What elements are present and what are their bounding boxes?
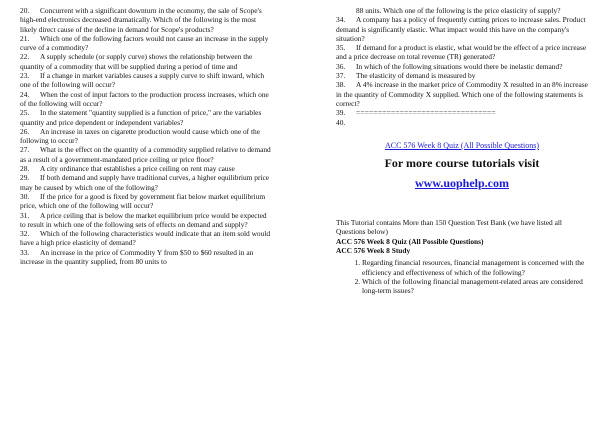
question-text: A price ceiling that is below the market equilibrium price would be expected to result in which one of the following sets of effects on demand and supply? (20, 210, 267, 229)
question-item (336, 71, 588, 80)
question-number: 36. (336, 61, 346, 71)
question-number: 32. (20, 229, 30, 239)
question-item (20, 52, 273, 71)
question-text: Concurrent with a significant downturn in the economy, the sale of Scope's high-end electronics decreased dramatically. Which of the following is the most likely direct cause of the decline in demand for Scope's products? (20, 6, 262, 34)
question-text: Which of the following characteristics would indicate that an item sold would have a high price elasticity of demand? (20, 229, 271, 248)
list-item: 2. Which of the following financial management-related areas are considered long-term issues? (362, 277, 588, 296)
question-text: If a change in market variables causes a supply curve to shift inward, which one of the following will occur? (20, 71, 265, 90)
question-item (20, 90, 273, 109)
question-item (336, 108, 588, 117)
list-item: 1. Regarding financial resources, financial management is concerned with the efficiency and effectiveness of which of the following? (362, 258, 588, 277)
question-item (20, 211, 273, 230)
question-number: 21. (20, 33, 30, 43)
question-number: 33. (20, 247, 30, 257)
question-item (20, 71, 273, 90)
question-text: If demand for a product is elastic, what would be the effect of a price increase and a price decrease on total revenue (TR) generated? (336, 43, 587, 62)
question-item (20, 145, 273, 164)
question-text: A 4% increase in the market price of Commodity X resulted in an 8% increase in the quantity of Commodity X supplied. Which one of the following statements is correct? (336, 80, 588, 108)
question-number: 23. (20, 71, 30, 81)
question-number: 37. (336, 71, 346, 81)
question-text: What is the effect on the quantity of a commodity supplied relative to demand as a result of a government-mandated price ceiling or price floor? (20, 145, 271, 164)
question-number: 22. (20, 52, 30, 62)
question-item (20, 173, 273, 192)
question-number: 31. (20, 210, 30, 220)
question-item (20, 192, 273, 211)
study-title: ACC 576 Week 8 Study (336, 246, 411, 256)
question-number: 29. (20, 173, 30, 183)
question-number: 35. (336, 43, 346, 53)
question-text: The elasticity of demand is measured by (356, 71, 476, 81)
question-number: 26. (20, 126, 30, 136)
intro-text: This Tutorial contains More than 150 Question Test Bank (we have listed all Questions below) (336, 218, 562, 237)
question-text: If both demand and supply have traditional curves, a higher equilibrium price may be caused by which one of the following? (20, 173, 270, 192)
question-text: In the statement "quantity supplied is a function of price," are the variables quantity and price dependent or independent variables? (20, 108, 262, 127)
question-number: 28. (20, 164, 30, 174)
question-number: 38. (336, 80, 346, 90)
question-item (20, 34, 273, 53)
question-text: A company has a policy of frequently cutting prices to increase sales. Product demand is significantly elastic. What impact would this have on the company's situation? (336, 15, 586, 43)
separator-line: ================================ (356, 108, 496, 118)
quiz-title: ACC 576 Week 8 Quiz (All Possible Questions) (336, 236, 484, 246)
question-number: 34. (336, 15, 346, 25)
right-column (336, 6, 588, 296)
question-number: 24. (20, 89, 30, 99)
question-item (336, 62, 588, 71)
question-text: An increase in the price of Commodity Y from $50 to $60 resulted in an increase in the quantity supplied, from 80 units to (20, 247, 254, 267)
question-text: When the cost of input factors to the production process increases, which one of the following will occur? (20, 89, 269, 108)
question-item (20, 6, 273, 34)
question-continuation (336, 6, 588, 15)
question-number: 40. (336, 117, 346, 127)
question-item (336, 118, 588, 127)
question-item (336, 43, 588, 62)
question-text: In which of the following situations would there be inelastic demand? (356, 61, 563, 71)
question-list (336, 258, 588, 295)
question-item (20, 248, 273, 267)
question-number: 27. (20, 145, 30, 155)
question-number: 20. (20, 6, 30, 15)
question-item (336, 80, 588, 108)
quiz-link[interactable]: ACC 576 Week 8 Quiz (All Possible Questions) (384, 140, 540, 150)
question-text: If the price for a good is fixed by government fiat below market equilibrium price, which one of the following will occur? (20, 191, 266, 211)
left-column (20, 6, 273, 266)
site-link[interactable]: www.uophelp.com (414, 176, 509, 191)
question-item (336, 15, 588, 43)
question-item (20, 108, 273, 127)
promo-heading: For more course tutorials visit (384, 156, 540, 171)
question-text: A supply schedule (or supply curve) shows the relationship between the quantity of a commodity that will be supplied during a period of time and (20, 52, 253, 71)
continuation-text: 88 units. Which one of the following is the price elasticity of supply? (356, 6, 561, 15)
question-item (20, 229, 273, 248)
question-item (20, 127, 273, 146)
question-number: 25. (20, 108, 30, 118)
question-text: A city ordinance that establishes a price ceiling on rent may cause (40, 164, 235, 174)
question-text: An increase in taxes on cigarette production would cause which one of the following to occur? (20, 126, 261, 146)
question-item (20, 164, 273, 173)
question-text: Which one of the following factors would not cause an increase in the supply curve of a commodity? (20, 33, 269, 53)
question-number: 39. (336, 108, 346, 118)
question-number: 30. (20, 191, 30, 201)
